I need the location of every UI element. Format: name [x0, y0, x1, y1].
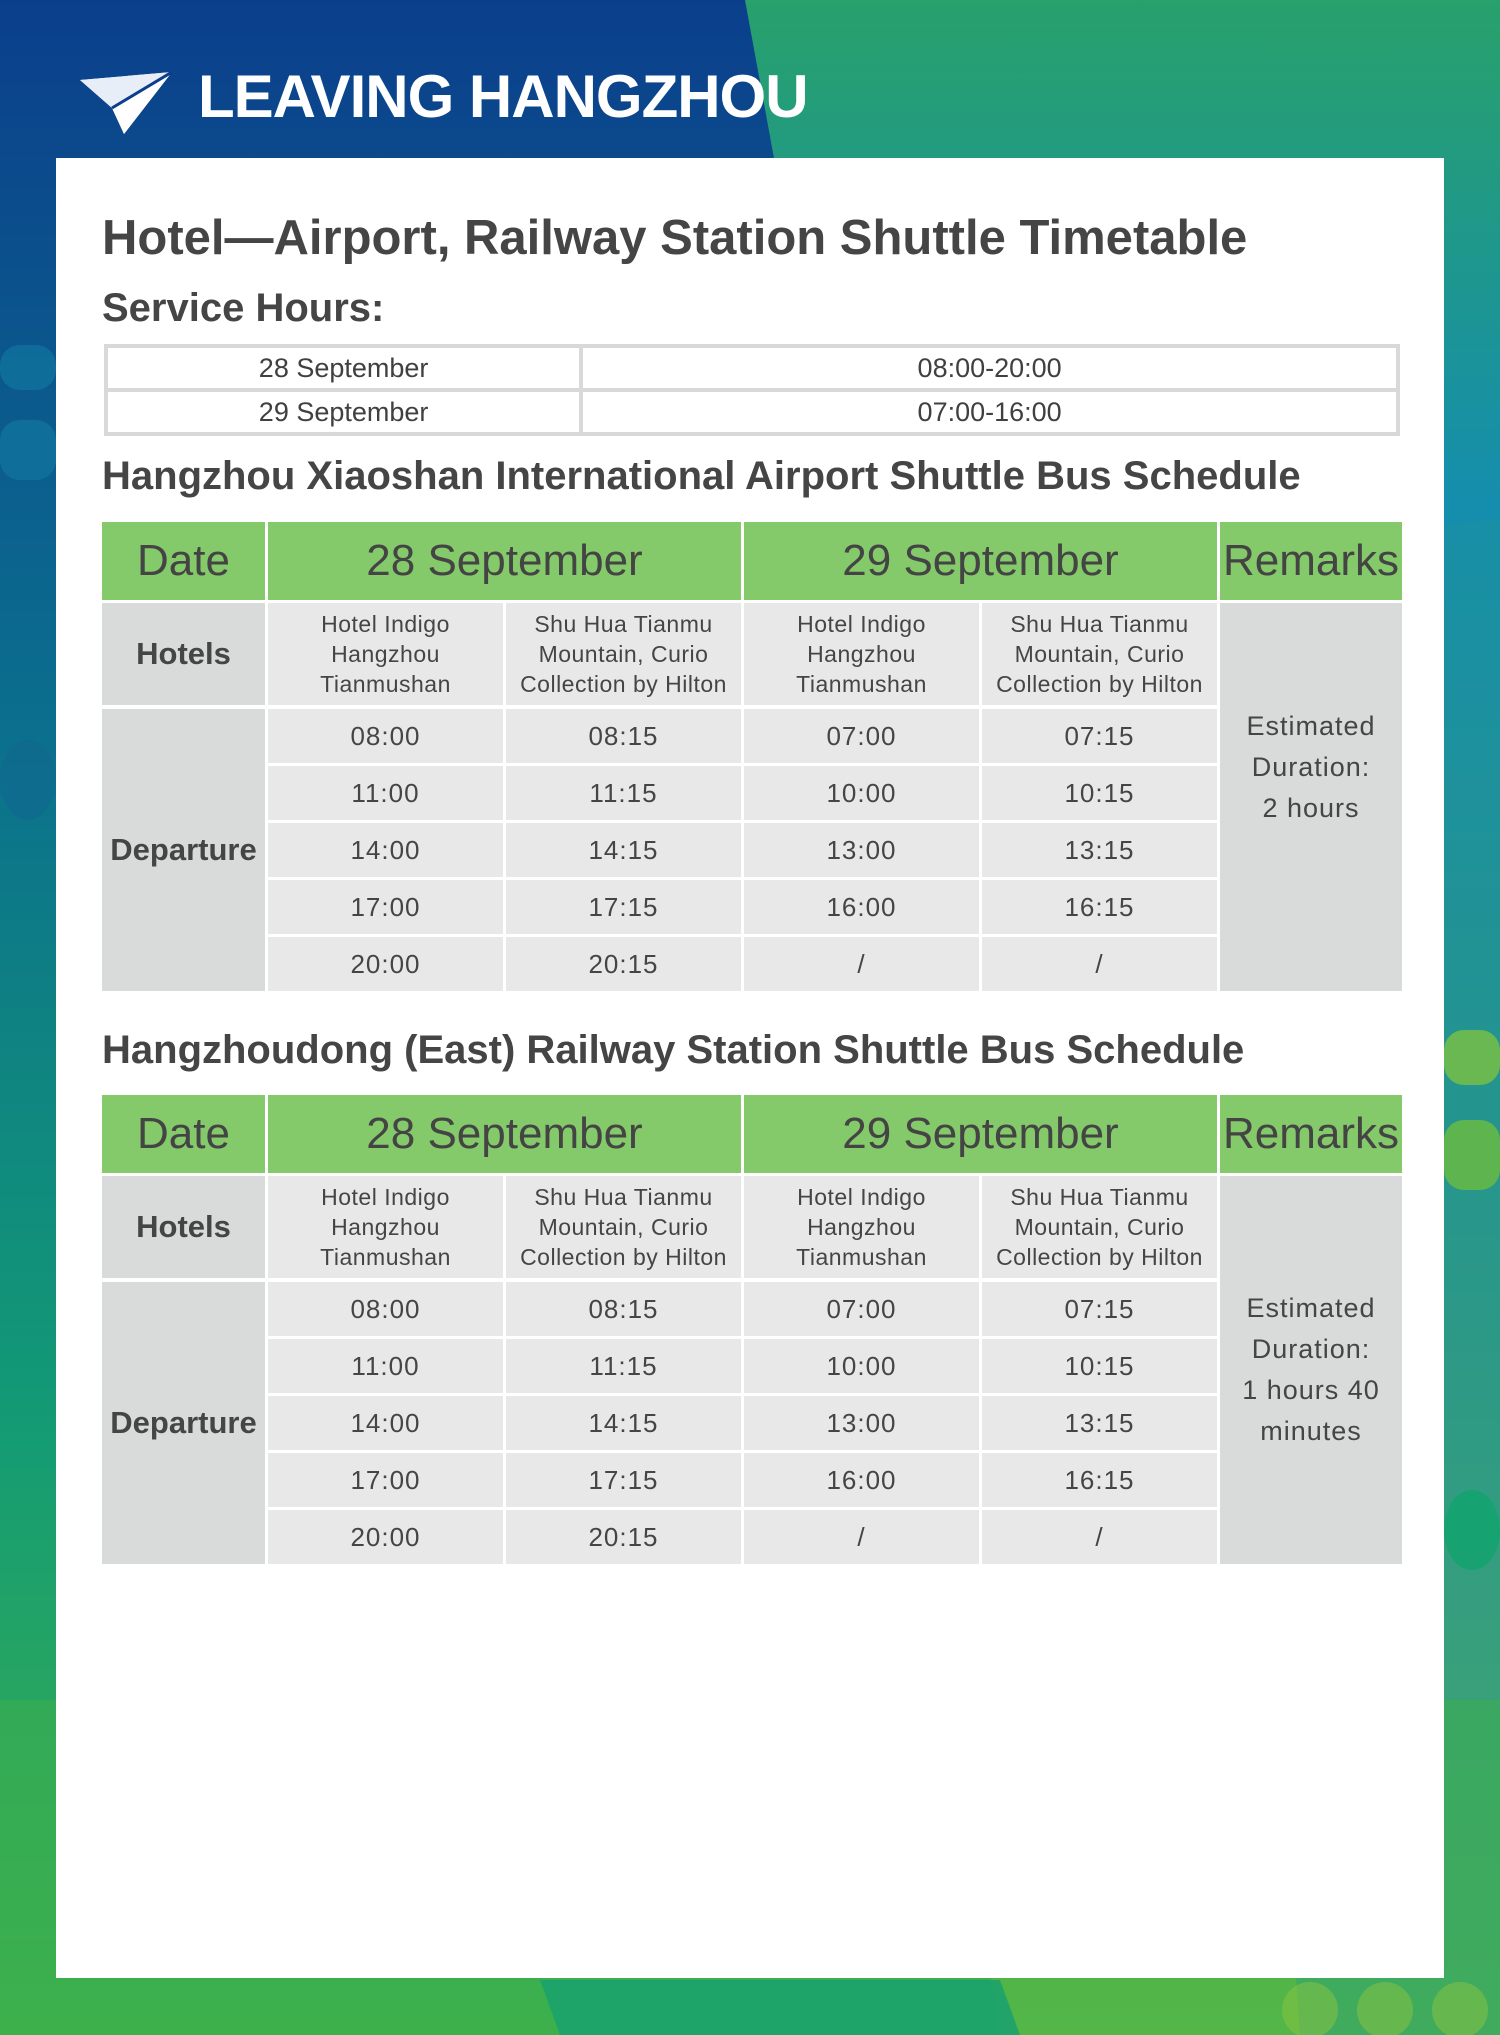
railway-schedule-table [99, 1095, 1405, 1564]
departure-label: Departure [102, 709, 265, 991]
departure-time: 20:00 [268, 1510, 503, 1564]
table-row [102, 766, 1402, 823]
hotels-row [102, 603, 1402, 709]
departure-time: / [744, 937, 979, 991]
hotels-row [102, 1176, 1402, 1282]
table-row [102, 1282, 1402, 1339]
departure-time: 10:15 [982, 1339, 1217, 1396]
table-row [102, 1396, 1402, 1453]
service-hours-value: 07:00-16:00 [583, 392, 1396, 432]
departure-time: 11:00 [268, 1339, 503, 1396]
departure-time: 07:00 [744, 709, 979, 766]
hotel-name: Shu Hua Tianmu Mountain, Curio Collection by Hilton [982, 1176, 1217, 1282]
remarks-cell [1220, 1176, 1402, 1564]
departure-time: 16:00 [744, 1453, 979, 1510]
hotels-label: Hotels [102, 603, 265, 709]
remarks-line: minutes [1260, 1416, 1362, 1446]
hotels-label: Hotels [102, 1176, 265, 1282]
service-hours-row [108, 348, 1396, 388]
day2-header: 29 September [744, 522, 1217, 603]
table-row [102, 880, 1402, 937]
header-row [102, 1095, 1402, 1176]
departure-time: 08:00 [268, 1282, 503, 1339]
day1-header: 28 September [268, 522, 741, 603]
header-banner [0, 0, 1500, 158]
service-date: 28 September [108, 348, 579, 388]
remarks-line: Duration: [1251, 1334, 1371, 1364]
remarks-line: Duration: [1251, 751, 1371, 782]
remarks-line: Estimated [1246, 710, 1376, 741]
remarks-line: 2 hours [1262, 792, 1360, 823]
table-row [102, 823, 1402, 880]
remarks-header: Remarks [1220, 1095, 1402, 1176]
hotel-name: Shu Hua Tianmu Mountain, Curio Collection by Hilton [982, 603, 1217, 709]
table-row [102, 1339, 1402, 1396]
railway-schedule-title: Hangzhoudong (East) Railway Station Shuttle Bus Schedule [102, 1028, 1245, 1072]
departure-time: 10:15 [982, 766, 1217, 823]
departure-time: 13:00 [744, 1396, 979, 1453]
departure-time: 10:00 [744, 1339, 979, 1396]
header-row [102, 522, 1402, 603]
service-hours-value: 08:00-20:00 [583, 348, 1396, 388]
departure-time: 13:15 [982, 1396, 1217, 1453]
hotel-name: Hotel Indigo Hangzhou Tianmushan [744, 1176, 979, 1282]
departure-time: / [744, 1510, 979, 1564]
remarks-header: Remarks [1220, 522, 1402, 603]
hotel-name: Shu Hua Tianmu Mountain, Curio Collection by Hilton [506, 1176, 741, 1282]
remarks-line: 1 hours 40 [1242, 1375, 1380, 1405]
table-row [102, 937, 1402, 991]
day2-header: 29 September [744, 1095, 1217, 1176]
departure-time: 14:15 [506, 1396, 741, 1453]
departure-time: 11:15 [506, 1339, 741, 1396]
hotel-name: Hotel Indigo Hangzhou Tianmushan [268, 603, 503, 709]
departure-time: 07:15 [982, 1282, 1217, 1339]
departure-time: 16:15 [982, 880, 1217, 937]
departure-time: 14:00 [268, 823, 503, 880]
departure-time: 14:15 [506, 823, 741, 880]
paper-plane-logo-icon [80, 72, 172, 134]
hotel-name: Hotel Indigo Hangzhou Tianmushan [268, 1176, 503, 1282]
departure-time: 07:00 [744, 1282, 979, 1339]
departure-time: 14:00 [268, 1396, 503, 1453]
hotel-name: Hotel Indigo Hangzhou Tianmushan [744, 603, 979, 709]
remarks-cell [1220, 603, 1402, 991]
service-hours-row [108, 392, 1396, 432]
service-date: 29 September [108, 392, 579, 432]
departure-time: 17:00 [268, 1453, 503, 1510]
table-row [102, 1510, 1402, 1564]
service-hours-label: Service Hours: [102, 286, 385, 330]
day1-header: 28 September [268, 1095, 741, 1176]
date-header: Date [102, 522, 265, 603]
departure-time: 17:00 [268, 880, 503, 937]
airport-schedule-table [99, 522, 1405, 991]
departure-time: 08:15 [506, 1282, 741, 1339]
departure-time: 16:15 [982, 1453, 1217, 1510]
page-title: Hotel—Airport, Railway Station Shuttle Timetable [102, 211, 1248, 265]
departure-time: 13:15 [982, 823, 1217, 880]
departure-time: 07:15 [982, 709, 1217, 766]
table-row [102, 1453, 1402, 1510]
timetable-card [56, 158, 1444, 1978]
departure-time: 20:15 [506, 1510, 741, 1564]
header-title: LEAVING HANGZHOU [198, 63, 808, 130]
departure-time: 17:15 [506, 1453, 741, 1510]
airport-schedule-title: Hangzhou Xiaoshan International Airport Shuttle Bus Schedule [102, 454, 1301, 498]
departure-time: 16:00 [744, 880, 979, 937]
departure-time: 08:00 [268, 709, 503, 766]
hotel-name: Shu Hua Tianmu Mountain, Curio Collection by Hilton [506, 603, 741, 709]
departure-time: 11:15 [506, 766, 741, 823]
departure-time: 20:15 [506, 937, 741, 991]
service-hours-table [104, 344, 1400, 436]
departure-time: / [982, 1510, 1217, 1564]
departure-time: 10:00 [744, 766, 979, 823]
departure-label: Departure [102, 1282, 265, 1564]
table-row [102, 709, 1402, 766]
departure-time: 11:00 [268, 766, 503, 823]
date-header: Date [102, 1095, 265, 1176]
departure-time: 17:15 [506, 880, 741, 937]
departure-time: 13:00 [744, 823, 979, 880]
departure-time: 08:15 [506, 709, 741, 766]
departure-time: 20:00 [268, 937, 503, 991]
departure-time: / [982, 937, 1217, 991]
remarks-line: Estimated [1246, 1293, 1376, 1323]
